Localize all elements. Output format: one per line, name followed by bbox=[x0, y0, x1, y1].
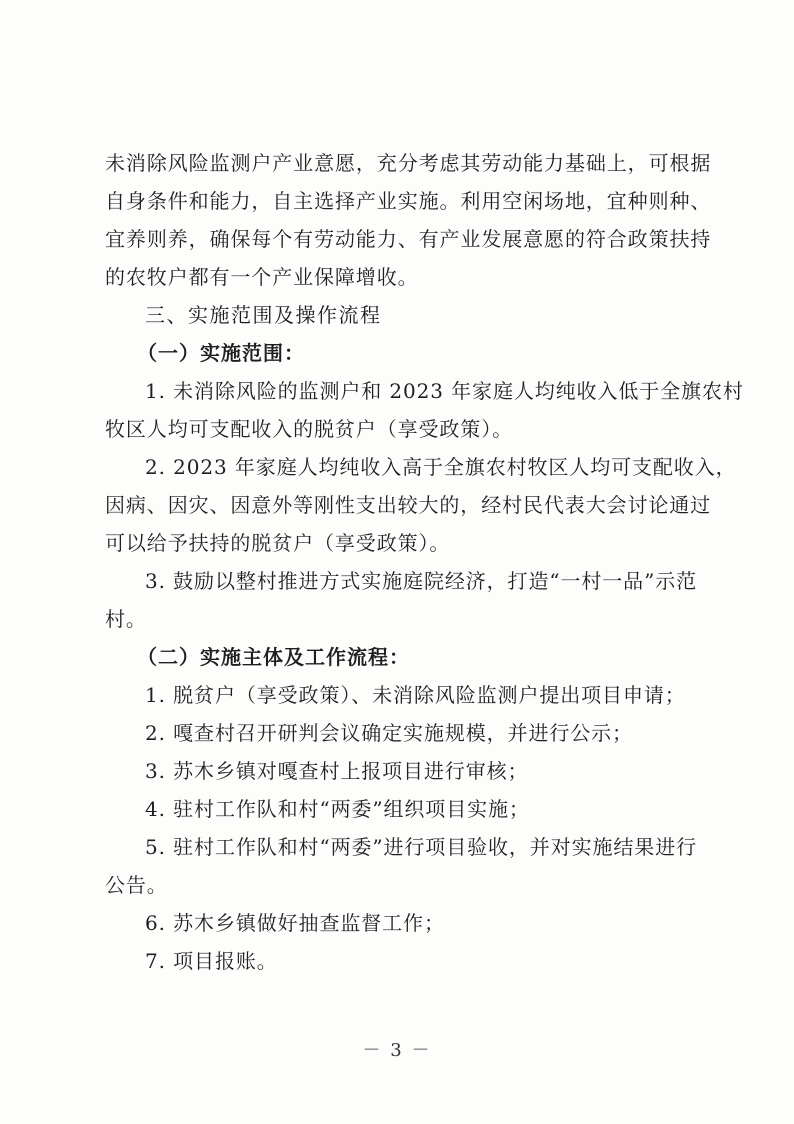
workflow-item-5-line-2: 公告。 bbox=[105, 873, 168, 897]
intro-line-3: 宜 养 则 养 ， 确 保 每 个 有 劳 动 能 力 、 有 产 业 发 展 意 愿 的 符 合 政 策 扶 持 bbox=[105, 227, 712, 251]
intro-paragraph bbox=[105, 144, 712, 296]
workflow-item-5 bbox=[105, 828, 695, 904]
workflow-item-4: 4. 驻村工作队和村“两委”组织项目实施； bbox=[145, 797, 530, 821]
scope-item-2-line-2: 因病、因灾、因意外等刚性支出较大的，经村民代表大会讨论通过 bbox=[105, 493, 712, 517]
scope-item-3 bbox=[105, 562, 695, 638]
scope-item-2-line-3: 可以给予扶持的脱贫户（享受政策）。 bbox=[105, 531, 451, 555]
scope-item-2 bbox=[105, 448, 737, 562]
workflow-item-5-line-1: 5. 驻村工作队和村“两委”进行项目验收，并对实施结果进行 bbox=[145, 835, 697, 859]
scope-item-1 bbox=[105, 372, 744, 448]
page-number: － 3 － bbox=[362, 1040, 432, 1061]
document-body bbox=[105, 144, 744, 980]
scope-heading: （一）实施范围： bbox=[137, 341, 305, 365]
scope-item-3-line-1: 3. 鼓励以整村推进方式实施庭院经济，打造“一村一品”示范 bbox=[145, 569, 697, 593]
workflow-heading: （二）实施主体及工作流程： bbox=[137, 645, 410, 669]
scope-item-1-line-2: 牧区人均可支配收入的脱贫户（享受政策）。 bbox=[105, 417, 513, 441]
workflow-item-2: 2. 嘎查村召开研判会议确定实施规模，并进行公示； bbox=[145, 721, 633, 745]
intro-line-1: 未 消 除 风 险 监 测 户 产 业 意 愿 ， 充 分 考 虑 其 劳 动 能 力 基 础 上 ， 可 根 据 bbox=[105, 151, 712, 175]
section-three-heading: 三、实施范围及操作流程 bbox=[145, 303, 382, 327]
scope-item-3-line-2: 村。 bbox=[105, 607, 147, 631]
workflow-item-6: 6. 苏木乡镇做好抽查监督工作； bbox=[145, 911, 445, 935]
workflow-item-7: 7. 项目报账。 bbox=[145, 949, 278, 973]
scope-item-2-line-1: 2. 2023 年家庭人均纯收入高于全旗农村牧区人均可支配收入， bbox=[145, 455, 737, 479]
intro-line-4: 的农牧户都有一个产业保障增收。 bbox=[105, 265, 419, 289]
workflow-item-3: 3. 苏木乡镇对嘎查村上报项目进行审核； bbox=[145, 759, 529, 783]
scope-item-1-line-1: 1. 未消除风险的监测户和 2023 年家庭人均纯收入低于全旗农村 bbox=[145, 379, 744, 403]
intro-line-2: 自 身 条 件 和 能 力 ， 自 主 选 择 产 业 实 施 。 利 用 空 闲 场 地 ， 宜 种 则 种 、 bbox=[105, 189, 712, 213]
workflow-item-1: 1. 脱贫户（享受政策）、未消除风险监测户提出项目申请； bbox=[145, 683, 686, 707]
